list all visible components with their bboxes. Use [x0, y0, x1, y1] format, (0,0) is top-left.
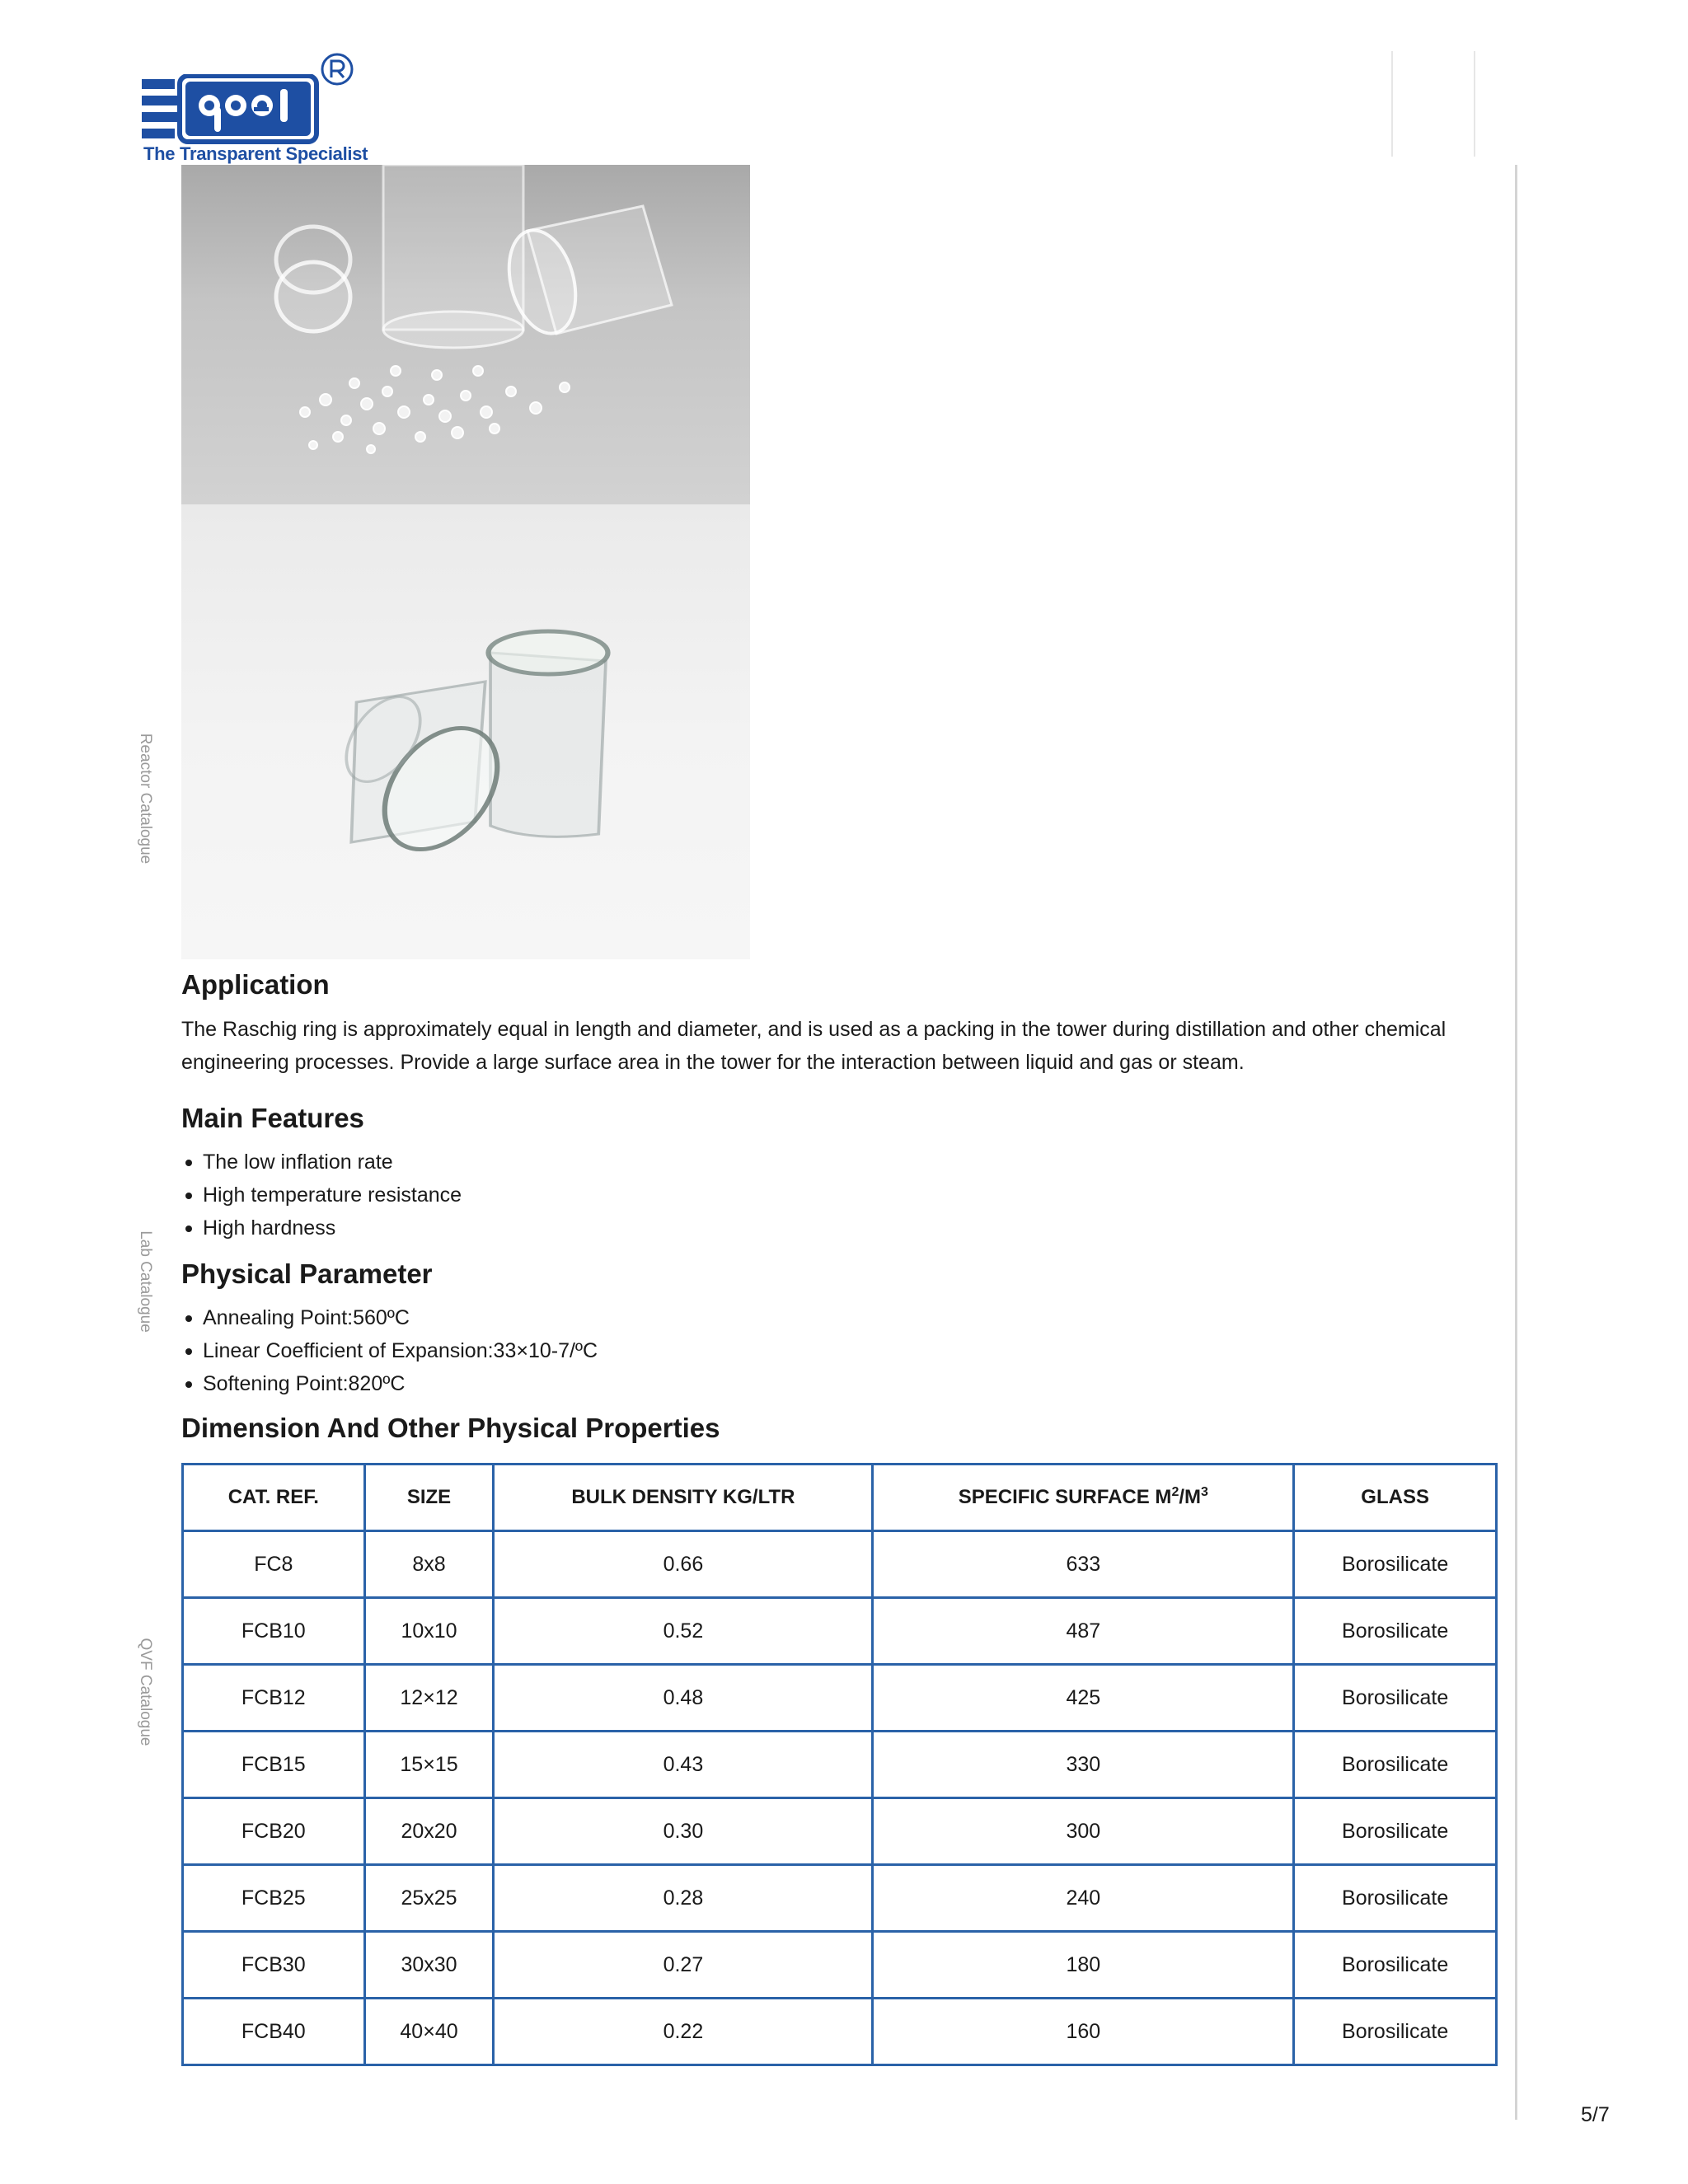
- table-row: [183, 1798, 1497, 1865]
- column-header-bulk-density: BULK DENSITY KG/LTR: [494, 1465, 873, 1531]
- cell-bulk-density: 0.30: [494, 1798, 873, 1865]
- application-text: The Raschig ring is approximately equal in length and diameter, and is used as a packing in the tower during distillation and other chemical engineering processes. Provide a large surface area in the tower for the interaction between liquid and gas or steam.: [181, 1018, 1447, 1074]
- product-photo-raschig-rings-assorted: [181, 165, 750, 504]
- list-item: The low inflation rate: [181, 1146, 462, 1179]
- column-header-cat-ref: CAT. REF.: [183, 1465, 365, 1531]
- cell-cat-ref: FCB40: [183, 1999, 365, 2065]
- physical-parameter-heading: Physical Parameter: [181, 1258, 433, 1289]
- cell-bulk-density: 0.52: [494, 1598, 873, 1665]
- cell-bulk-density: 0.48: [494, 1665, 873, 1732]
- cell-specific-surface: 330: [873, 1732, 1294, 1798]
- side-label-qvf-catalogue[interactable]: QVF Catalogue: [137, 1638, 154, 1746]
- cell-specific-surface: 487: [873, 1598, 1294, 1665]
- column-header-size: SIZE: [364, 1465, 494, 1531]
- list-item: Annealing Point:560ºC: [181, 1301, 598, 1334]
- cell-size: 25x25: [364, 1865, 494, 1932]
- cell-bulk-density: 0.27: [494, 1932, 873, 1999]
- cell-glass: Borosilicate: [1294, 1932, 1497, 1999]
- page-number: 5/7: [1581, 2103, 1610, 2126]
- cell-cat-ref: FCB20: [183, 1798, 365, 1865]
- superscript: 2: [1171, 1485, 1179, 1499]
- cell-bulk-density: 0.43: [494, 1732, 873, 1798]
- table-row: [183, 1932, 1497, 1999]
- cell-specific-surface: 180: [873, 1932, 1294, 1999]
- cell-glass: Borosilicate: [1294, 1999, 1497, 2065]
- cell-bulk-density: 0.22: [494, 1999, 873, 2065]
- specific-surface-label: SPECIFIC SURFACE M: [958, 1486, 1172, 1508]
- side-label-lab-catalogue[interactable]: Lab Catalogue: [137, 1230, 154, 1333]
- cell-size: 40×40: [364, 1999, 494, 2065]
- cell-size: 10x10: [364, 1598, 494, 1665]
- column-header-specific-surface: [873, 1465, 1294, 1531]
- column-header-glass: GLASS: [1294, 1465, 1497, 1531]
- list-item: High temperature resistance: [181, 1179, 462, 1212]
- cell-specific-surface: 633: [873, 1531, 1294, 1598]
- cell-size: 8x8: [364, 1531, 494, 1598]
- cell-specific-surface: 240: [873, 1865, 1294, 1932]
- list-item: Softening Point:820ºC: [181, 1367, 598, 1400]
- cell-bulk-density: 0.28: [494, 1865, 873, 1932]
- product-photo-raschig-rings-pair: [181, 504, 750, 959]
- cell-glass: Borosilicate: [1294, 1665, 1497, 1732]
- logo-tagline: The Transparent Specialist: [143, 143, 368, 164]
- cell-glass: Borosilicate: [1294, 1598, 1497, 1665]
- cell-glass: Borosilicate: [1294, 1865, 1497, 1932]
- cell-specific-surface: 160: [873, 1999, 1294, 2065]
- table-row: [183, 1865, 1497, 1932]
- main-features-heading: Main Features: [181, 1103, 364, 1133]
- table-row: [183, 1732, 1497, 1798]
- table-row: [183, 1598, 1497, 1665]
- cell-bulk-density: 0.66: [494, 1531, 873, 1598]
- cell-cat-ref: FCB30: [183, 1932, 365, 1999]
- right-margin-rule: [1515, 165, 1517, 2120]
- cell-cat-ref: FCB10: [183, 1598, 365, 1665]
- glass-tubes-illustration: [181, 504, 750, 959]
- cell-specific-surface: 425: [873, 1665, 1294, 1732]
- cell-size: 15×15: [364, 1732, 494, 1798]
- cell-glass: Borosilicate: [1294, 1798, 1497, 1865]
- cell-size: 12×12: [364, 1665, 494, 1732]
- header-divider: [1474, 51, 1475, 157]
- cell-cat-ref: FC8: [183, 1531, 365, 1598]
- superscript: 3: [1201, 1485, 1208, 1499]
- cell-glass: Borosilicate: [1294, 1732, 1497, 1798]
- table-row: [183, 1999, 1497, 2065]
- table-header-row: [183, 1465, 1497, 1531]
- table-row: [183, 1665, 1497, 1732]
- cell-size: 30x30: [364, 1932, 494, 1999]
- application-heading: Application: [181, 969, 330, 1000]
- table-row: [183, 1531, 1497, 1598]
- glass-rings-illustration: [181, 165, 750, 504]
- side-label-reactor-catalogue[interactable]: Reactor Catalogue: [137, 733, 154, 865]
- header-divider: [1391, 51, 1393, 157]
- company-logo: [142, 51, 368, 166]
- cell-size: 20x20: [364, 1798, 494, 1865]
- dimension-heading: Dimension And Other Physical Properties: [181, 1413, 720, 1443]
- list-item: Linear Coefficient of Expansion:33×10-7/ºC: [181, 1334, 598, 1367]
- cell-cat-ref: FCB15: [183, 1732, 365, 1798]
- main-features-list: [181, 1146, 462, 1244]
- cell-cat-ref: FCB25: [183, 1865, 365, 1932]
- specific-surface-unit: /M: [1179, 1486, 1202, 1508]
- cell-cat-ref: FCB12: [183, 1665, 365, 1732]
- list-item: High hardness: [181, 1212, 462, 1244]
- registered-icon: [319, 51, 355, 87]
- cell-specific-surface: 300: [873, 1798, 1294, 1865]
- physical-parameter-list: [181, 1301, 598, 1400]
- dimension-properties-table: [181, 1463, 1498, 2066]
- cell-glass: Borosilicate: [1294, 1531, 1497, 1598]
